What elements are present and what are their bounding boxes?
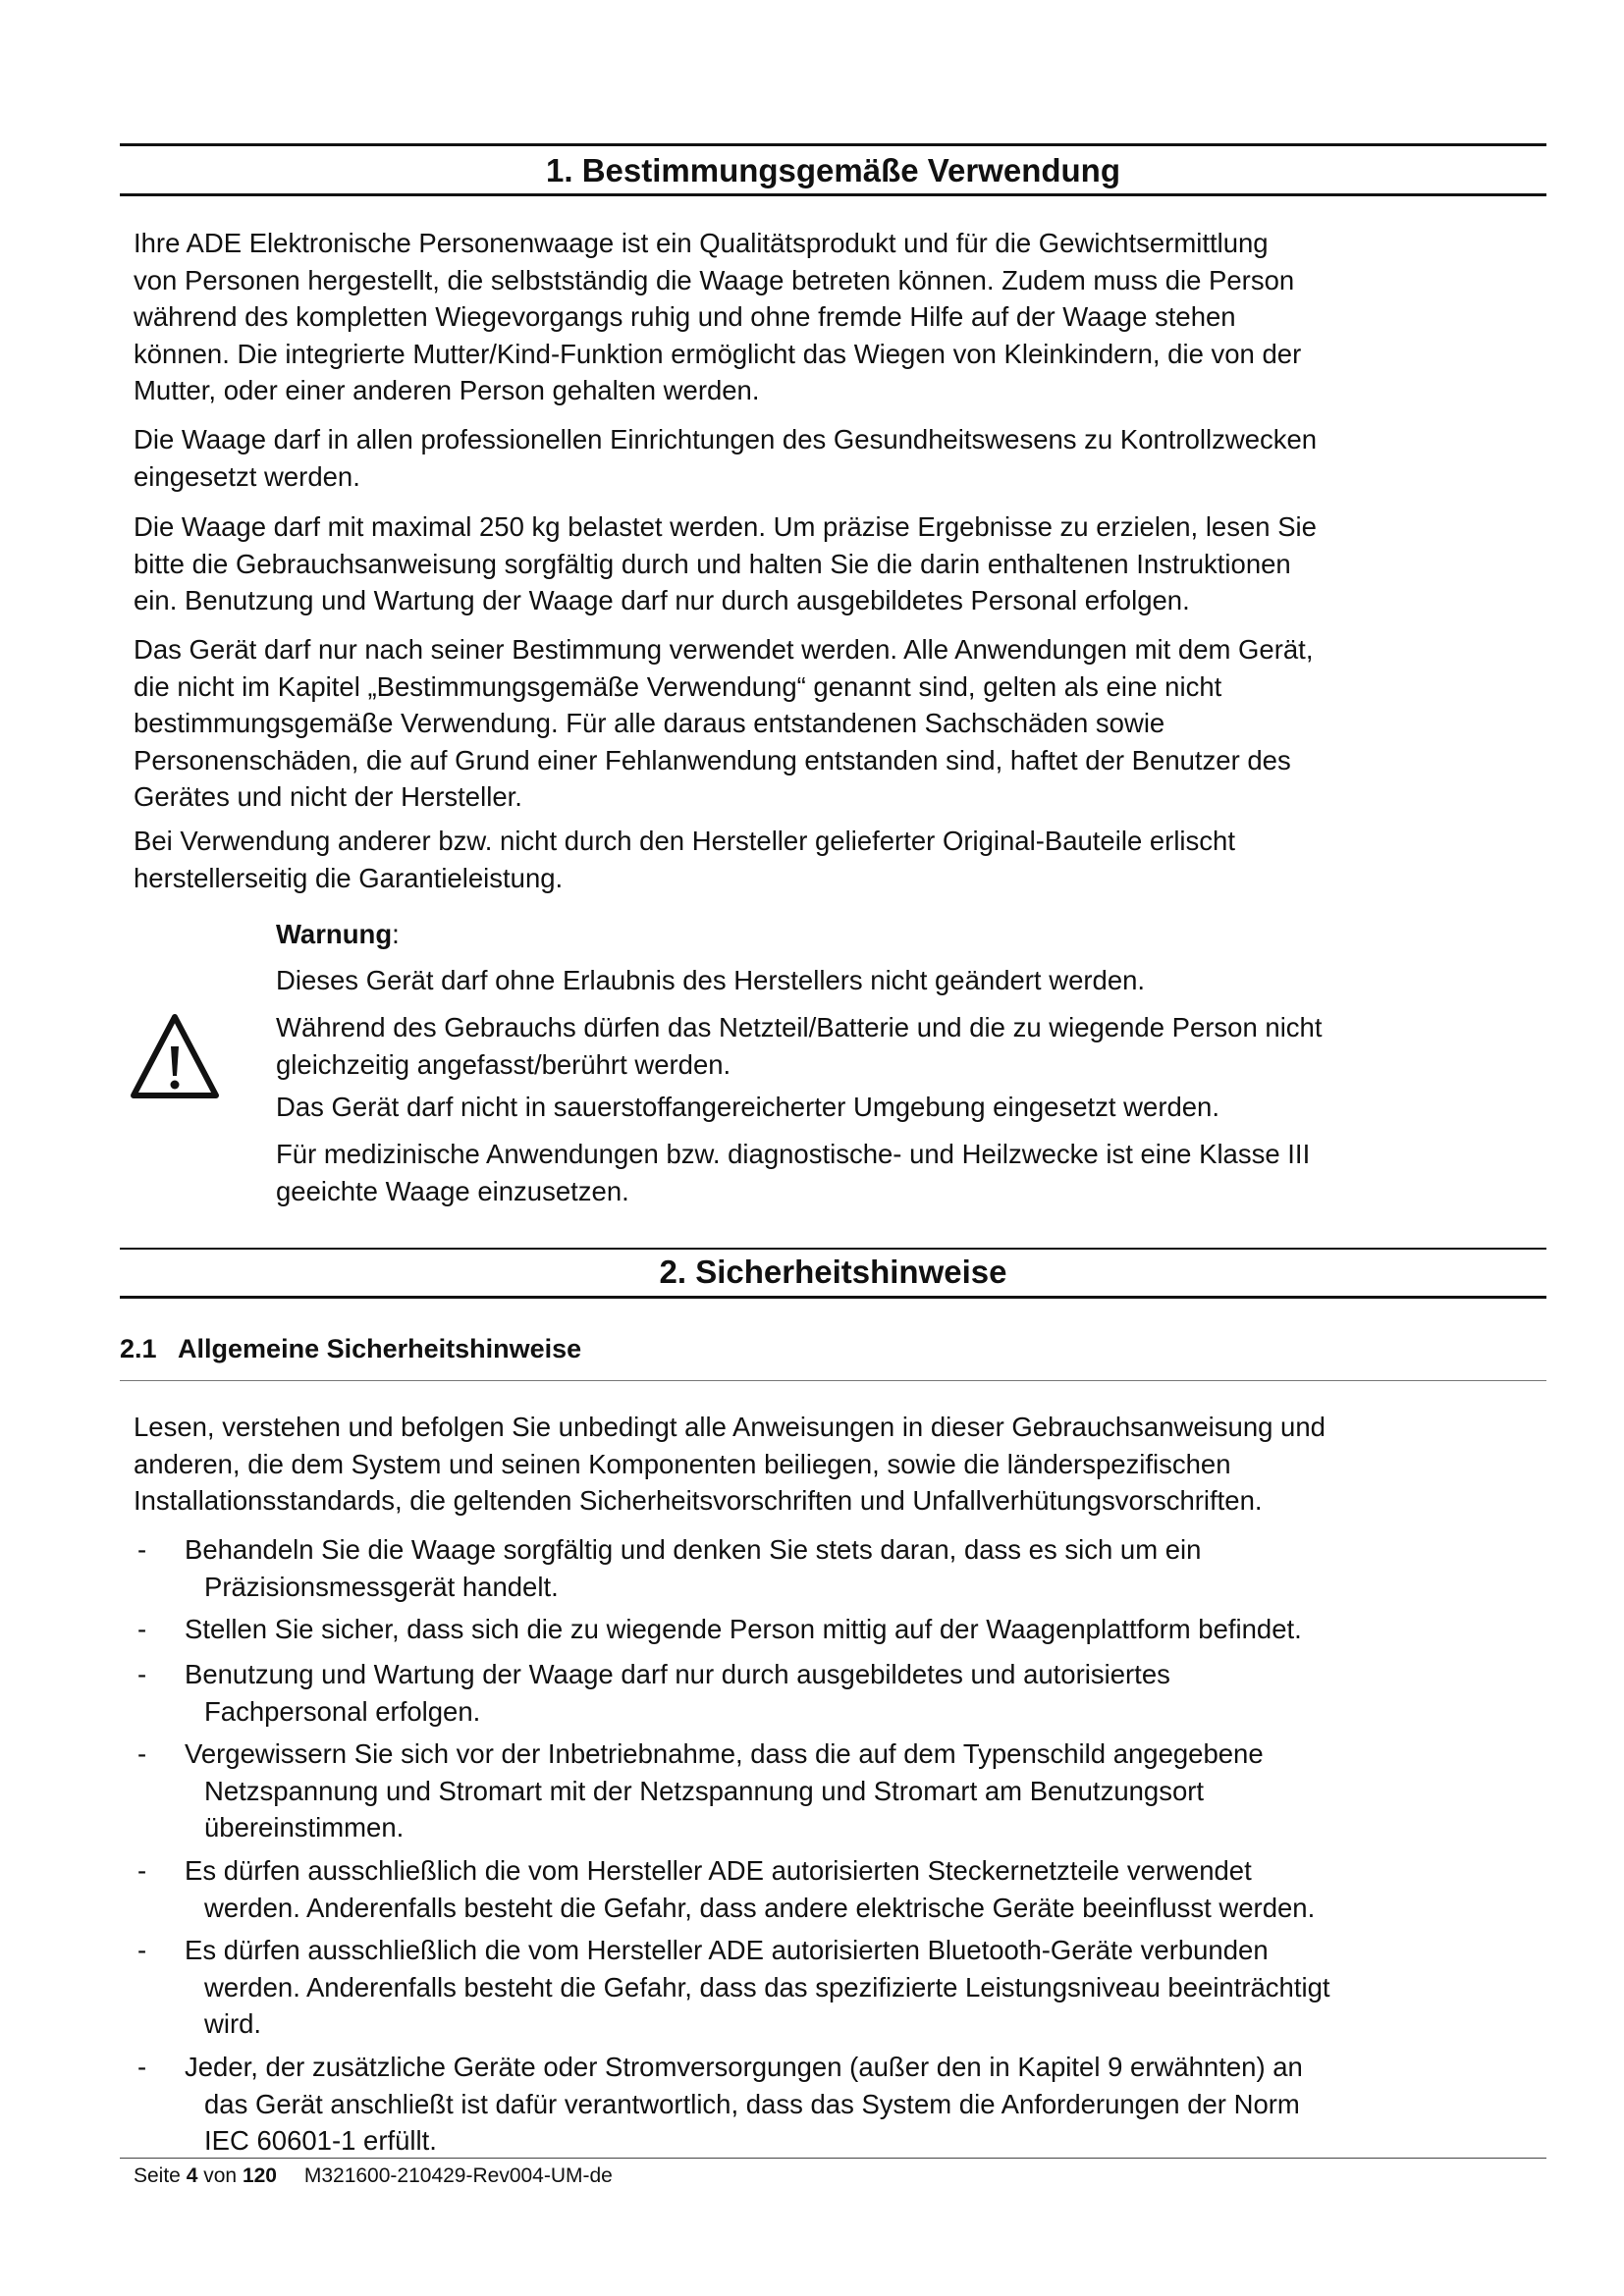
bullet-text: Behandeln Sie die Waage sorgfältig und denken Sie stets daran, dass es sich um ein Präzisionsmessgerät handelt. — [185, 1534, 1202, 1602]
footer-page-number: 4 — [186, 2164, 198, 2187]
warning-item: Während des Gebrauchs dürfen das Netzteil/Batterie und die zu wiegende Person nicht gleichzeitig angefasst/berührt werden. — [276, 1012, 1323, 1080]
warning-item: Das Gerät darf nicht in sauerstoffangereicherter Umgebung eingesetzt werden. — [276, 1092, 1219, 1122]
section-2-heading: 2. Sicherheitshinweise — [659, 1254, 1007, 1290]
bullet-text: Benutzung und Wartung der Waage darf nur durch ausgebildetes und autorisiertes Fachpersonal erfolgen. — [185, 1659, 1170, 1727]
footer-total-pages: 120 — [242, 2164, 277, 2187]
bullet-marker: - — [137, 1614, 147, 1644]
paragraph-max-load: Die Waage darf mit maximal 250 kg belastet werden. Um präzise Ergebnisse zu erzielen, lesen Sie bitte die Gebrauchsanweisung sorgfältig durch und halten Sie die darin enthaltenen Instruktionen ein. Benutzung und Wartung der Waage darf nur durch ausgebildetes Personal erfolgen. — [134, 511, 1317, 616]
bullet-marker: - — [137, 2052, 147, 2082]
warning-colon: : — [392, 919, 400, 949]
bullet-text: Stellen Sie sicher, dass sich die zu wiegende Person mittig auf der Waagenplattform befindet. — [185, 1614, 1302, 1644]
safety-bullet-item — [137, 1932, 1551, 2043]
safety-bullet-item — [137, 1531, 1551, 1605]
warning-label — [276, 916, 1552, 953]
footer-doc-id: M321600-210429-Rev004-UM-de — [303, 2164, 613, 2187]
paragraph-healthcare-use: Die Waage darf in allen professionellen Einrichtungen des Gesundheitswesens zu Kontrollzwecken eingesetzt werden. — [134, 424, 1318, 492]
bullet-marker: - — [137, 1534, 147, 1565]
bullet-marker: - — [137, 1659, 147, 1689]
paragraph-warranty: Bei Verwendung anderer bzw. nicht durch den Hersteller gelieferter Original-Bauteile erlischt herstellerseitig die Garantieleistung. — [134, 826, 1235, 893]
safety-bullet-item — [137, 1611, 1551, 1648]
safety-intro: Lesen, verstehen und befolgen Sie unbedingt alle Anweisungen in dieser Gebrauchsanweisung und anderen, die dem System und seinen Komponenten beiliegen, sowie die länderspezifischen Installationsstandards, die geltenden Sicherheitsvorschriften und Unfallverhütungsvorschriften. — [134, 1412, 1326, 1517]
safety-bullet-item — [137, 2049, 1551, 2160]
footer-page-word: Seite — [134, 2164, 181, 2187]
paragraph-intended-use: Ihre ADE Elektronische Personenwaage ist ein Qualitätsprodukt und für die Gewichtsermittlung von Personen hergestellt, die selbstständig die Waage betreten können. Zudem muss die Person während des kompletten Wiegevorgangs ruhig und ohne fremde Hilfe auf der Waage stehen können. Die integrierte Mutter/Kind-Funktion ermöglicht das Wiegen von Kleinkindern, die von der Mutter, oder einer anderen Person gehalten werden. — [134, 228, 1302, 406]
warning-label-text: Warnung — [276, 919, 393, 949]
section-1-top-rule — [120, 143, 1546, 146]
section-2-bottom-rule — [120, 1296, 1546, 1299]
bullet-marker: - — [137, 1935, 147, 1965]
safety-bullet-item — [137, 1852, 1551, 1926]
footer — [134, 2163, 613, 2189]
subsection-2-1-heading: 2.1 Allgemeine Sicherheitshinweise — [120, 1334, 582, 1363]
paragraph-liability: Das Gerät darf nur nach seiner Bestimmung verwendet werden. Alle Anwendungen mit dem Gerät, die nicht im Kapitel „Bestimmungsgemäße Verwendung“ genannt sind, gelten als eine nicht bestimmungsgemäße Verwendung. Für alle daraus entstandenen Sachschäden sowie Personenschäden, die auf Grund einer Fehlanwendung entstanden sind, haftet der Benutzer des Gerätes und nicht der Hersteller. — [134, 634, 1314, 813]
subsection-rule — [120, 1380, 1546, 1381]
warning-item: Für medizinische Anwendungen bzw. diagnostische- und Heilzwecke ist eine Klasse III geeichte Waage einzusetzen. — [276, 1139, 1311, 1206]
safety-bullet-item — [137, 1656, 1551, 1730]
bullet-text: Jeder, der zusätzliche Geräte oder Stromversorgungen (außer den in Kapitel 9 erwähnten) an das Gerät anschließt ist dafür verantwortlich, dass das System die Anforderungen der Norm IEC 60601-1 erfüllt. — [185, 2052, 1303, 2157]
section-1-heading: 1. Bestimmungsgemäße Verwendung — [546, 152, 1120, 188]
warning-triangle-icon — [128, 1011, 222, 1101]
footer-of-word: von — [203, 2164, 238, 2187]
bullet-text: Es dürfen ausschließlich die vom Hersteller ADE autorisierten Steckernetzteile verwendet werden. Anderenfalls besteht die Gefahr, dass andere elektrische Geräte beeinflusst werden. — [185, 1855, 1316, 1923]
warning-item: Dieses Gerät darf ohne Erlaubnis des Herstellers nicht geändert werden. — [276, 965, 1146, 995]
section-2-top-rule — [120, 1248, 1546, 1250]
bullet-marker: - — [137, 1855, 147, 1886]
bullet-marker: - — [137, 1738, 147, 1769]
safety-bullet-item — [137, 1735, 1551, 1846]
section-1-bottom-rule — [120, 193, 1546, 196]
bullet-text: Es dürfen ausschließlich die vom Hersteller ADE autorisierten Bluetooth-Geräte verbunden werden. Anderenfalls besteht die Gefahr, dass das spezifizierte Leistungsniveau beeinträchtigt wird. — [185, 1935, 1330, 2040]
footer-rule — [120, 2158, 1546, 2159]
bullet-text: Vergewissern Sie sich vor der Inbetriebnahme, dass die auf dem Typenschild angegebene Netzspannung und Stromart mit der Netzspannung und Stromart am Benutzungsort übereinstimmen. — [185, 1738, 1264, 1843]
